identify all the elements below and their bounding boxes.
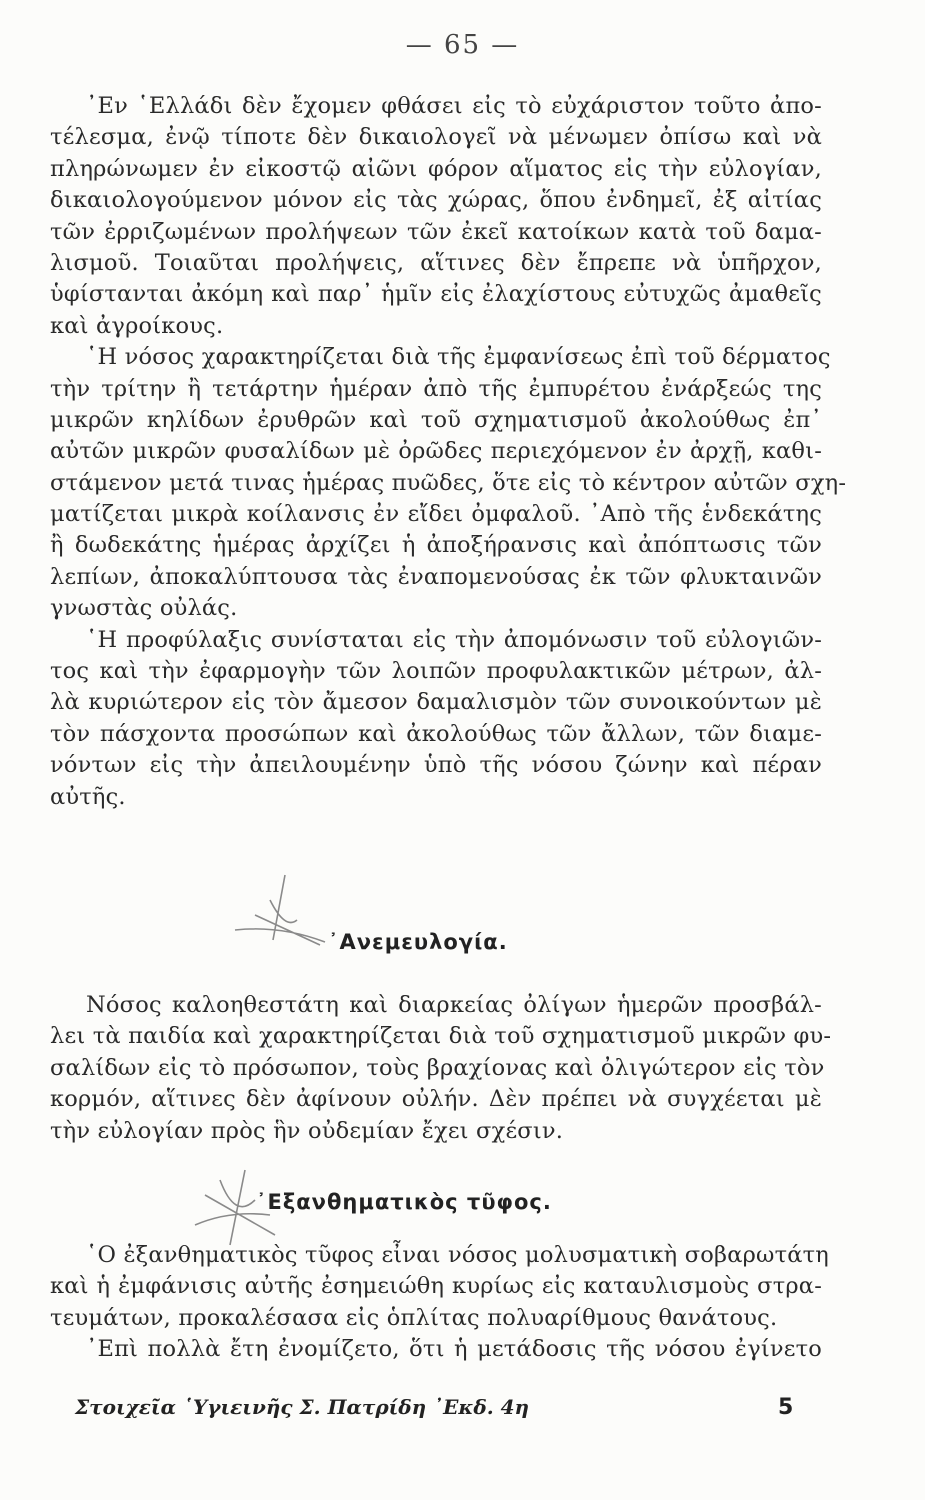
paragraph-1 bbox=[50, 91, 822, 342]
text-line: λισμοῦ. Τοιαῦται προλήψεις, αἵτινες δὲν ἔπρεπε νὰ ὑπῆρχον, bbox=[50, 249, 822, 276]
text-line: νόντων εἰς τὴν ἀπειλουμένην ὑπὸ τῆς νόσου ζώνην καὶ πέραν bbox=[50, 752, 822, 779]
text-line: ἢ δωδεκάτης ἡμέρας ἀρχίζει ἡ ἀποξήρανσις καὶ ἀπόπτωσις τῶν bbox=[50, 532, 822, 559]
page-number: — 65 — bbox=[405, 30, 520, 60]
text-line: δικαιολογούμενον μόνον εἰς τὰς χώρας, ὅπου ἐνδημεῖ, ἐξ αἰτίας bbox=[50, 187, 822, 214]
text-line: κορμόν, αἵτινες δὲν ἀφίνουν οὐλήν. Δὲν πρέπει νὰ συγχέεται μὲ bbox=[50, 1086, 822, 1113]
text-line: αὐτῆς. bbox=[50, 783, 126, 810]
text-line: τευμάτων, προκαλέσασα εἰς ὁπλίτας πολυαρίθμους θανάτους. bbox=[50, 1304, 778, 1331]
text-line: στάμενον μετά τινας ἡμέρας πυῶδες, ὅτε εἰς τὸ κέντρον αὐτῶν σχη- bbox=[50, 469, 847, 496]
text-line: πληρώνωμεν ἐν εἰκοστῷ αἰῶνι φόρον αἵματος εἰς τὴν εὐλογίαν, bbox=[50, 155, 822, 182]
paragraph-2 bbox=[50, 342, 847, 625]
text-line: τέλεσμα, ἐνῷ τίποτε δὲν δικαιολογεῖ νὰ μένωμεν ὀπίσω καὶ νὰ bbox=[50, 124, 822, 151]
text-line: ῾Ο ἐξανθηματικὸς τῦφος εἶναι νόσος μολυσματικὴ σοβαρωτάτη bbox=[86, 1242, 829, 1268]
text-line: μικρῶν κηλίδων ἐρυθρῶν καὶ τοῦ σχηματισμοῦ ἀκολούθως ἐπ᾿ bbox=[50, 406, 822, 433]
pencil-mark-icon bbox=[225, 870, 335, 950]
text-line: λὰ κυριώτερον εἰς τὸν ἄμεσον δαμαλισμὸν τῶν συνοικούντων μὲ bbox=[50, 689, 822, 716]
section-smallpox bbox=[50, 91, 847, 813]
text-line: ᾿Εν ῾Ελλάδι δὲν ἔχομεν φθάσει εἰς τὸ εὐχάριστον τοῦτο ἀπο- bbox=[86, 93, 822, 119]
text-line: καὶ ἀγροίκους. bbox=[50, 312, 224, 339]
text-line: ματίζεται μικρὰ κοίλανσις ἐν εἴδει ὀμφαλοῦ. ᾿Απὸ τῆς ἑνδεκάτης bbox=[50, 501, 822, 528]
text-line: καὶ ἡ ἐμφάνισις αὐτῆς ἐσημειώθη κυρίως εἰς καταυλισμοὺς στρα- bbox=[50, 1273, 822, 1300]
text-line: τος καὶ τὴν ἐφαρμογὴν τῶν λοιπῶν προφυλακτικῶν μέτρων, ἀλ- bbox=[50, 658, 822, 685]
text-line: σαλίδων εἰς τὸ πρόσωπον, τοὺς βραχίονας καὶ ὀλιγώτερον εἰς τὸν bbox=[50, 1054, 825, 1081]
paragraph-3 bbox=[50, 625, 822, 813]
section-typhus bbox=[50, 1240, 829, 1366]
text-line: τὴν τρίτην ἢ τετάρτην ἡμέραν ἀπὸ τῆς ἐμπυρέτου ἐνάρξεώς της bbox=[50, 375, 822, 402]
text-line: αὐτῶν μικρῶν φυσαλίδων μὲ ὀρῶδες περιεχόμενον ἐν ἀρχῇ, καθι- bbox=[50, 438, 822, 465]
footer-signature-number: 5 bbox=[778, 1395, 794, 1420]
text-line: ὑφίστανται ἀκόμη καὶ παρ᾿ ἡμῖν εἰς ἐλαχίστους εὐτυχῶς ἀμαθεῖς bbox=[50, 281, 822, 308]
text-line: λει τὰ παιδία καὶ χαρακτηρίζεται διὰ τοῦ σχηματισμοῦ μικρῶν φυ- bbox=[50, 1023, 832, 1050]
text-line: ῾Η προφύλαξις συνίσταται εἰς τὴν ἀπομόνωσιν τοῦ εὐλογιῶν- bbox=[86, 626, 822, 653]
heading-chickenpox: ᾿Ανεμευλογία. bbox=[328, 930, 508, 954]
footer-book-title: Στοιχεῖα ῾Υγιεινῆς Σ. Πατρίδη ᾿Εκδ. 4η bbox=[75, 1395, 530, 1419]
heading-typhus: ᾿Εξανθηματικὸς τῦφος. bbox=[256, 1190, 552, 1214]
text-line: ᾿Επὶ πολλὰ ἔτη ἐνομίζετο, ὅτι ἡ μετάδοσις τῆς νόσου ἐγίνετο bbox=[86, 1336, 822, 1363]
text-line: ῾Η νόσος χαρακτηρίζεται διὰ τῆς ἐμφανίσεως ἐπὶ τοῦ δέρματος bbox=[86, 344, 831, 371]
text-line: γνωστὰς οὐλάς. bbox=[50, 595, 238, 622]
text-line: τῶν ἐρριζωμένων προλήψεων τῶν ἐκεῖ κατοίκων κατὰ τοῦ δαμα- bbox=[50, 218, 822, 245]
text-line: τὸν πάσχοντα προσώπων καὶ ἀκολούθως τῶν ἄλλων, τῶν διαμε- bbox=[50, 720, 822, 747]
text-line: Νόσος καλοηθεστάτη καὶ διαρκείας ὀλίγων ἡμερῶν προσβάλ- bbox=[86, 992, 822, 1018]
text-line: λεπίων, ἀποκαλύπτουσα τὰς ἐναπομενούσας ἐκ τῶν φλυκταινῶν bbox=[50, 563, 822, 590]
section-chickenpox bbox=[50, 990, 832, 1147]
text-line: τὴν εὐλογίαν πρὸς ἣν οὐδεμίαν ἔχει σχέσιν. bbox=[50, 1117, 564, 1144]
